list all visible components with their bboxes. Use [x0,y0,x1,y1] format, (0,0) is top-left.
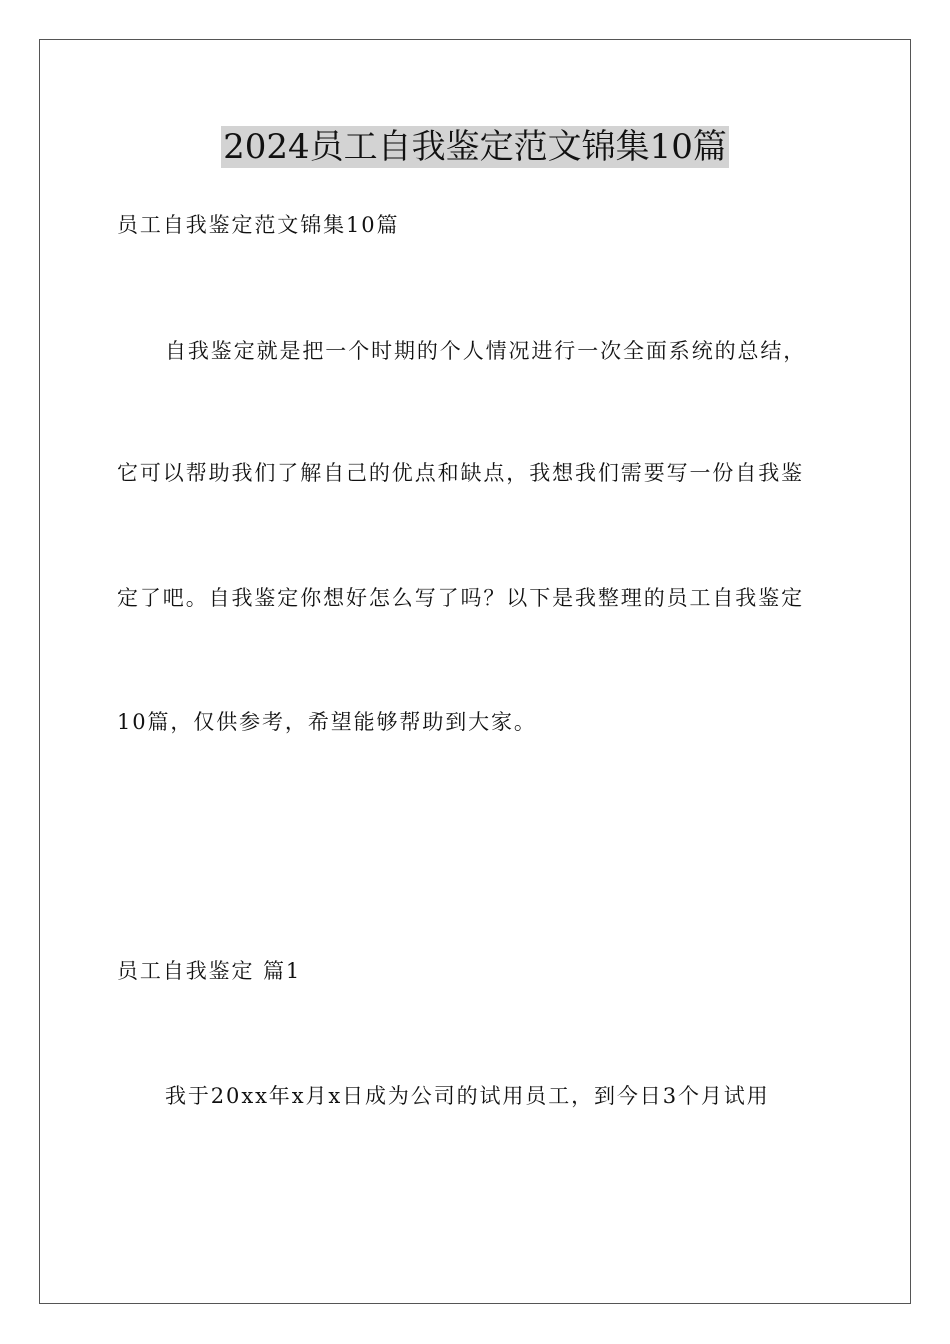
intro-line-2: 它可以帮助我们了解自己的优点和缺点，我想我们需要写一份自我鉴 [117,461,804,485]
document-subtitle: 员工自我鉴定范文锦集10篇 [117,213,400,237]
intro-line-4: 10篇，仅供参考，希望能够帮助到大家。 [117,710,537,734]
intro-line-3: 定了吧。自我鉴定你想好怎么写了吗？以下是我整理的员工自我鉴定 [117,586,804,610]
intro-line-1: 自我鉴定就是把一个时期的个人情况进行一次全面系统的总结， [165,339,807,363]
document-title: 2024员工自我鉴定范文锦集10篇 [223,127,727,167]
title-container [0,126,950,168]
section-line-1: 我于20xx年x月x日成为公司的试用员工，到今日3个月试用 [165,1084,770,1108]
section-heading: 员工自我鉴定 篇1 [117,959,302,983]
